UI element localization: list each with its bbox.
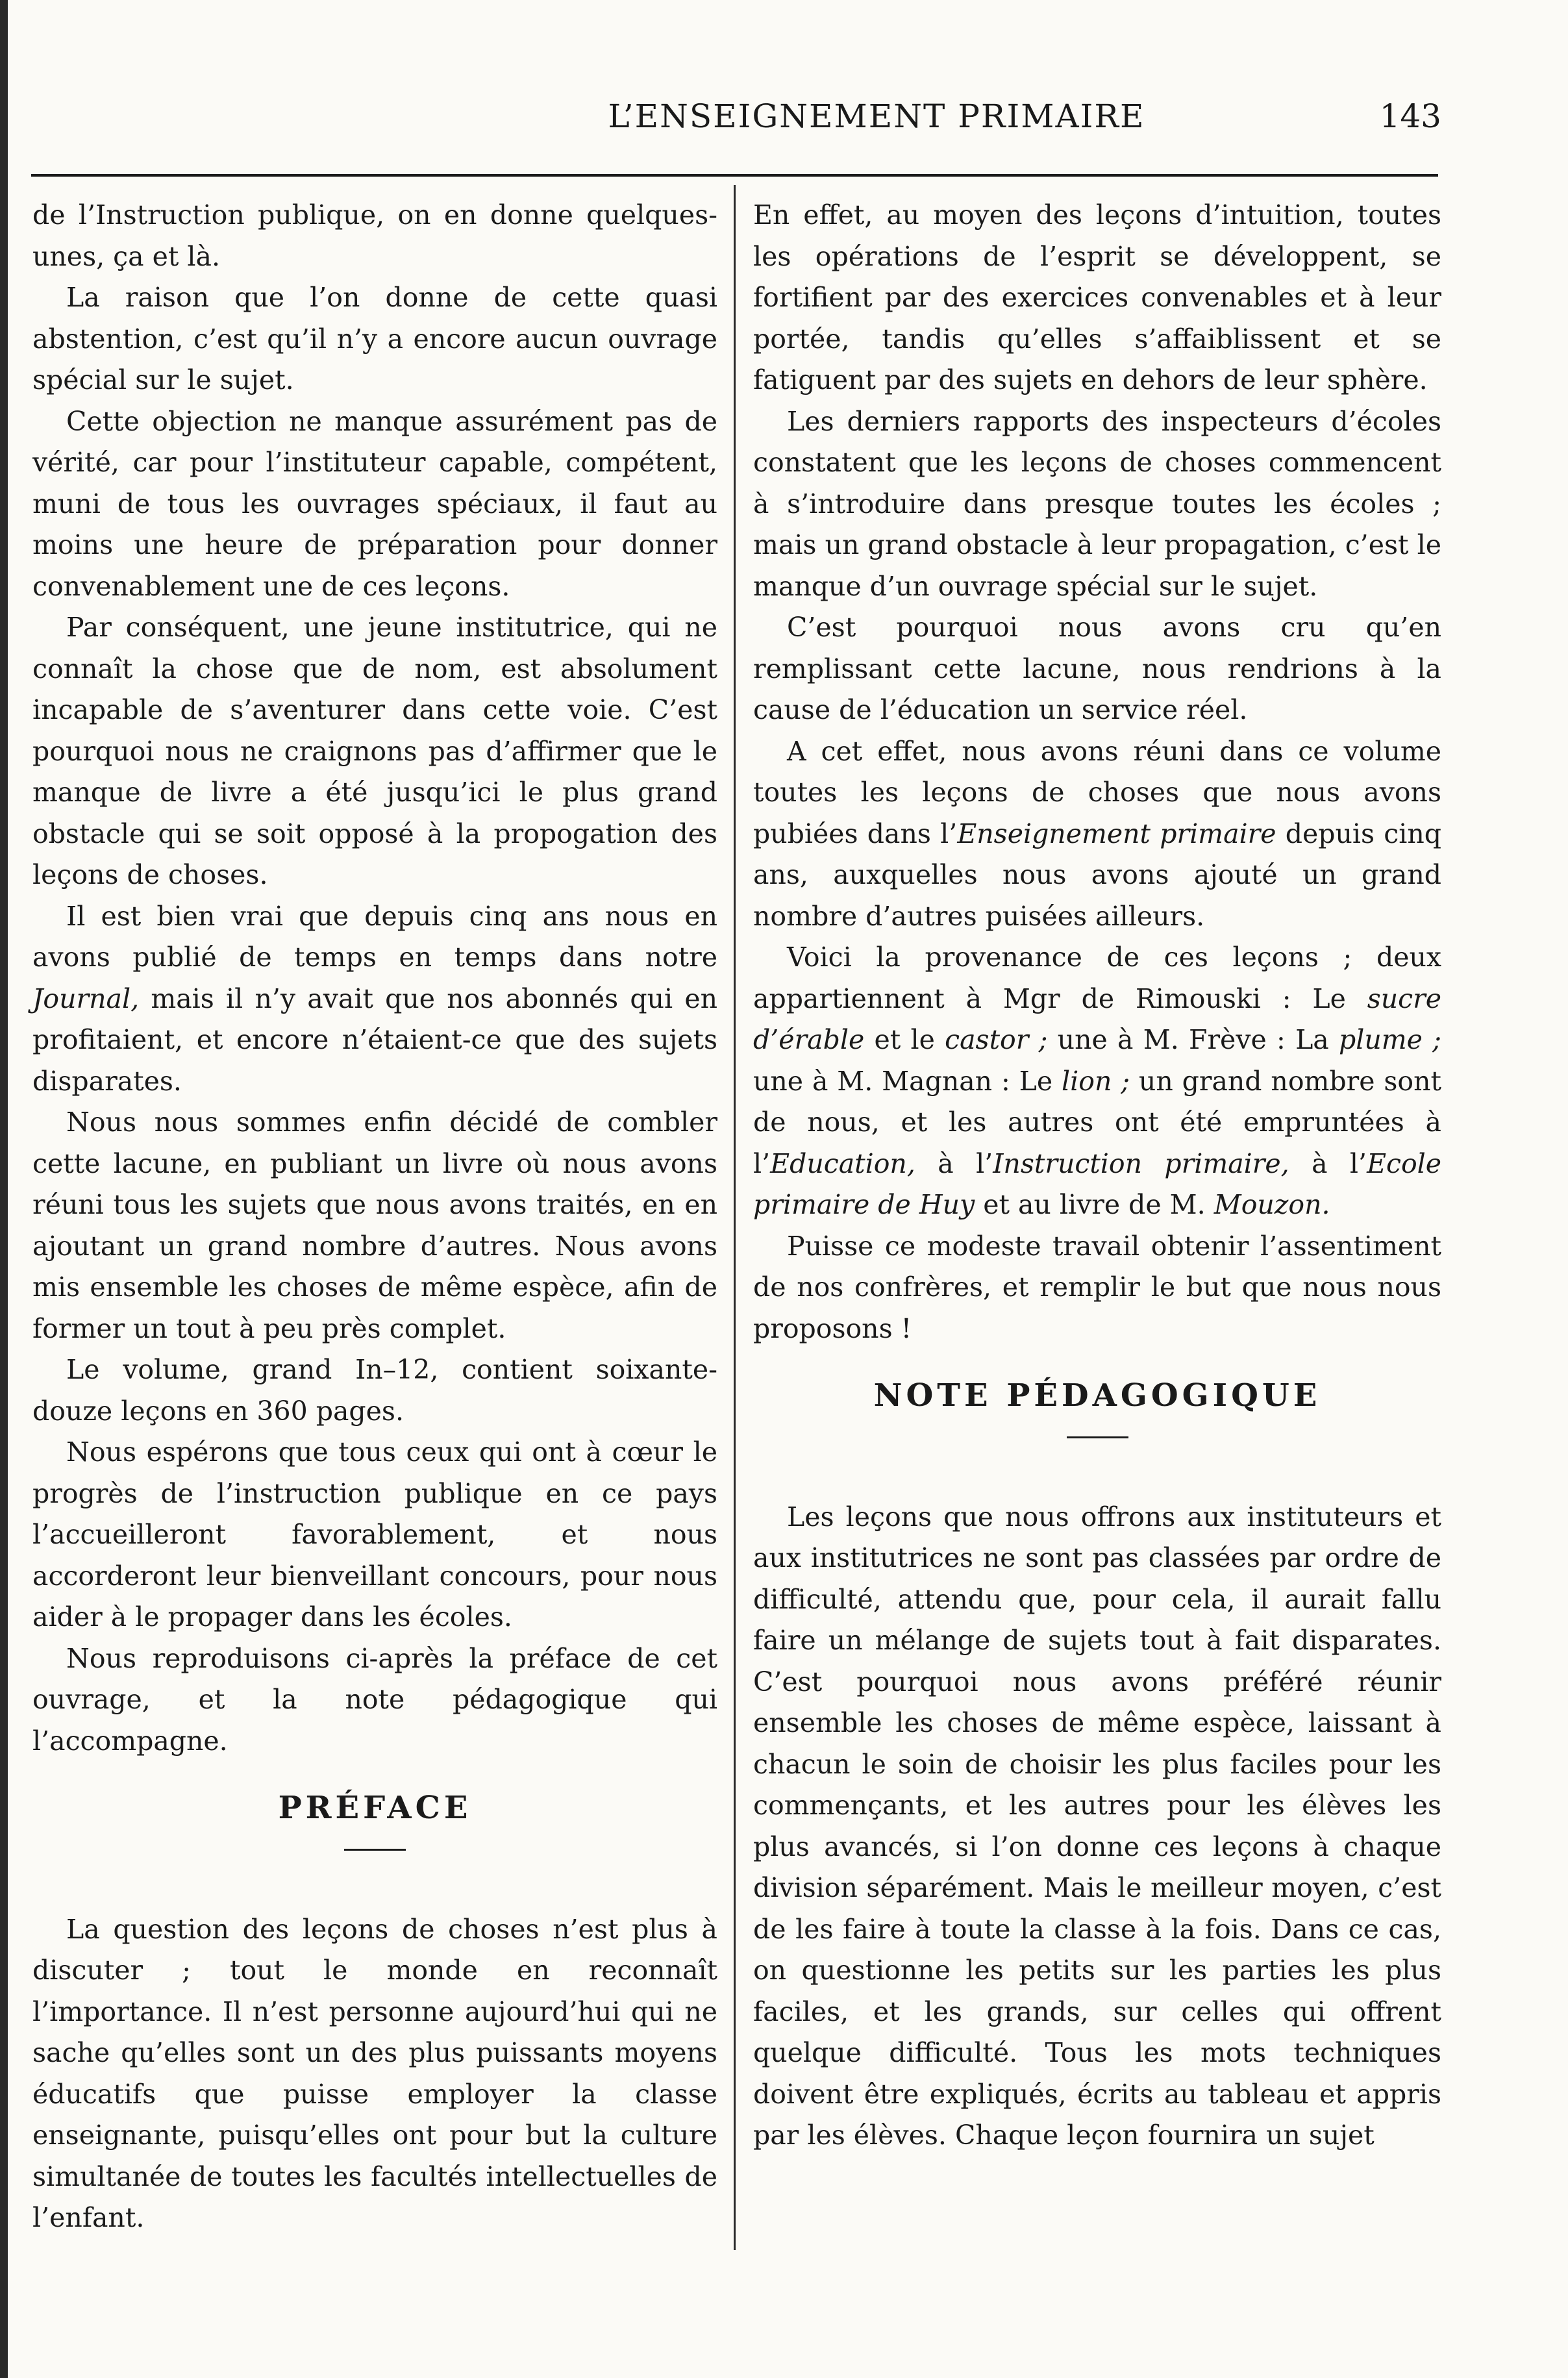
text-run: A cet effet, nous avons réuni dans ce volume toutes les leçons de choses que nous avons pubiées dans l’ <box>753 735 1441 849</box>
paragraph: Cette objection ne manque assurément pas de vérité, car pour l’instituteur capable, compétent, muni de tous les ouvrages spéciaux, il faut au moins une heure de préparation pour donner convenablement une de ces leçons. <box>32 405 717 602</box>
section-rule <box>1067 1436 1128 1438</box>
paragraph: C’est pourquoi nous avons cru qu’en remplissant cette lacune, nous rendrions à la cause de l’éducation un service réel. <box>753 612 1441 725</box>
italic-run: Enseignement primaire <box>957 818 1276 849</box>
running-title: L’ENSEIGNEMENT PRIMAIRE <box>608 97 1145 135</box>
italic-run: castor ; <box>945 1024 1048 1055</box>
text-run: une à M. Frève : La <box>1047 1024 1339 1055</box>
page-number: 143 <box>1379 97 1441 135</box>
page-header <box>429 97 1441 156</box>
paragraph <box>32 896 717 1103</box>
italic-run: Instruction primaire, <box>993 1147 1289 1179</box>
preface-heading: PRÉFACE <box>278 1790 472 1826</box>
page-binding-edge <box>0 0 8 2378</box>
paragraph: La question des leçons de choses n’est plus à discuter ; tout le monde en reconnaît l’importance. Il n’est personne aujourd’hui qui ne sache qu’elles sont un des plus puissants moyens éducatifs que puisse employer la classe enseignante, puisqu’elles ont pour but la culture simultanée de toutes les facultés intellectuelles de l’enfant. <box>32 1913 717 2233</box>
italic-run: Mouzon. <box>1213 1189 1330 1220</box>
text-run: à l’ <box>1289 1147 1367 1179</box>
paragraph: Le volume, grand In–12, contient soixante-douze leçons en 360 pages. <box>32 1354 717 1427</box>
column-divider <box>734 185 736 2250</box>
italic-run: Ecole primaire de Huy <box>753 1147 1442 1220</box>
paragraph: Puisse ce modeste travail obtenir l’assentiment de nos confrères, et remplir le but que nous nous proposons ! <box>753 1230 1441 1344</box>
paragraph: Par conséquent, une jeune institutrice, qui ne connaît la chose que de nom, est absolument incapable de s’aventurer dans cette voie. C’est pourquoi nous ne craignons pas d’affirmer que le manque de livre a été jusqu’ici le plus grand obstacle qui se soit opposé à la propogation des leçons de choses. <box>32 612 717 890</box>
journal-italic: Journal, <box>32 982 140 1014</box>
paragraph <box>753 731 1441 938</box>
paragraph: Nous espérons que tous ceux qui ont à cœur le progrès de l’instruction publique en ce pays l’accueilleront favorablement, et nous accorderont leur bienveillant concours, pour nous aider à le propager dans les écoles. <box>32 1436 717 1633</box>
text-run: mais il n’y avait que nos abonnés qui en profitaient, et encore n’étaient-ce que des sujets disparates. <box>32 982 717 1097</box>
italic-run: sucre d’érable <box>753 982 1441 1055</box>
header-rule <box>31 174 1438 177</box>
paragraph: Les leçons que nous offrons aux instituteurs et aux institutrices ne sont pas classées par ordre de difficulté, attendu que, pour cela, il aurait fallu faire un mélange de sujets tout à fait disparates. C’est pourquoi nous avons préféré réunir ensemble les choses de même espèce, laissant à chacun le soin de choisir les plus faciles pour les commençants, et les autres pour les élèves les plus avancés, si l’on donne ces leçons à chaque division séparément. Mais le meilleur moyen, c’est de les faire à toute la classe à la fois. Dans ce cas, on questionne les petits sur les parties les plus faciles, et les grands, sur celles qui offrent quelque difficulté. Tous les mots techniques doivent être expliqués, écrits au tableau et appris par les élèves. Chaque leçon fournira un sujet <box>753 1501 1441 2151</box>
right-column <box>753 195 1441 2157</box>
paragraph: de l’Instruction publique, on en donne quelques-unes, ça et là. <box>32 199 717 272</box>
text-run: un grand nombre sont de nous, et les autres ont été empruntées à l’ <box>753 1065 1441 1179</box>
text-run: Voici la provenance de ces leçons ; deux appartiennent à Mgr de Rimouski : Le <box>753 942 1441 1014</box>
text-run: une à M. Magnan : Le <box>753 1065 1062 1097</box>
italic-run: plume ; <box>1339 1024 1441 1055</box>
note-heading: NOTE PÉDAGOGIQUE <box>873 1377 1321 1414</box>
paragraph: Les derniers rapports des inspecteurs d’écoles constatent que les leçons de choses commencent à s’introduire dans presque toutes les écoles ; mais un grand obstacle à leur propagation, c’est le manque d’un ouvrage spécial sur le sujet. <box>753 405 1441 602</box>
left-column <box>32 195 717 2239</box>
italic-run: lion ; <box>1062 1065 1130 1097</box>
paragraph: Nous nous sommes enfin décidé de combler cette lacune, en publiant un livre où nous avons réuni tous les sujets que nous avons traités, en en ajoutant un grand nombre d’autres. Nous avons mis ensemble les choses de même espèce, afin de former un tout à peu près complet. <box>32 1107 717 1344</box>
paragraph <box>753 937 1441 1226</box>
text-run: et au livre de M. <box>975 1189 1214 1220</box>
italic-run: Education, <box>770 1147 915 1179</box>
text-run: et le <box>864 1024 945 1055</box>
paragraph: Nous reproduisons ci-après la préface de cet ouvrage, et la note pédagogique qui l’accompagne. <box>32 1642 717 1757</box>
paragraph: En effet, au moyen des leçons d’intuition, toutes les opérations de l’esprit se développent, se fortifient par des exercices convenables et à leur portée, tandis qu’elles s’affaiblissent et se fatiguent par des sujets en dehors de leur sphère. <box>753 199 1441 395</box>
paragraph: La raison que l’on donne de cette quasi abstention, c’est qu’il n’y a encore aucun ouvrage spécial sur le sujet. <box>32 282 717 395</box>
text-run: depuis cinq ans, auxquelles nous avons ajouté un grand nombre d’autres puisées ailleurs. <box>753 818 1441 932</box>
text-run: Il est bien vrai que depuis cinq ans nous en avons publié de temps en temps dans notre <box>32 900 717 973</box>
section-rule <box>344 1849 406 1851</box>
text-run: à l’ <box>915 1147 993 1179</box>
